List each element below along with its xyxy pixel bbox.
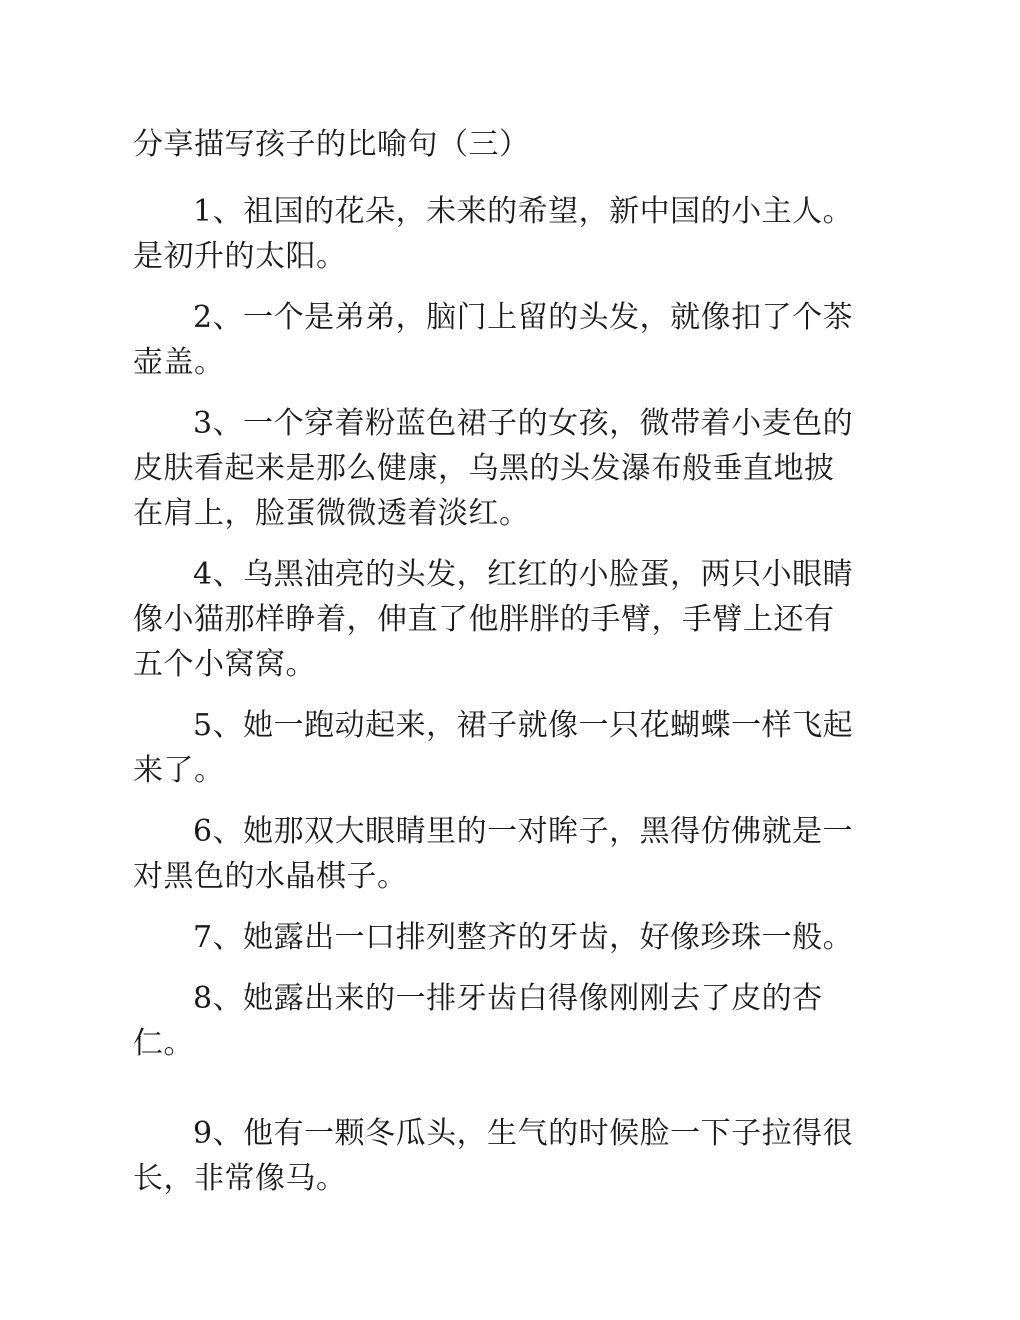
paragraph-7: 7、她露出一口排列整齐的牙齿，好像珍珠一般。 <box>193 920 854 955</box>
paragraph-1: 1、祖国的花朵，未来的希望，新中国的小主人。是初升的太阳。 <box>133 194 854 274</box>
paragraph-5: 5、她一跑动起来，裙子就像一只花蝴蝶一样飞起来了。 <box>133 708 854 788</box>
paragraph-6: 6、她那双大眼睛里的一对眸子，黑得仿佛就是一对黑色的水晶棋子。 <box>133 814 854 894</box>
paragraph-4: 4、乌黑油亮的头发，红红的小脸蛋，两只小眼睛像小猫那样睁着，伸直了他胖胖的手臂，手臂上还有五个小窝窝。 <box>133 557 854 682</box>
paragraph-9: 9、他有一颗冬瓜头，生气的时候脸一下子拉得很长，非常像马。 <box>133 1116 854 1196</box>
paragraph-2: 2、一个是弟弟，脑门上留的头发，就像扣了个茶壶盖。 <box>133 300 854 380</box>
paragraph-3: 3、一个穿着粉蓝色裙子的女孩，微带着小麦色的皮肤看起来是那么健康，乌黑的头发瀑布般垂直地披在肩上，脸蛋微微透着淡红。 <box>133 406 854 531</box>
paragraph-8: 8、她露出来的一排牙齿白得像刚刚去了皮的杏仁。 <box>133 981 823 1061</box>
document-title: 分享描写孩子的比喻句（三） <box>133 127 530 162</box>
